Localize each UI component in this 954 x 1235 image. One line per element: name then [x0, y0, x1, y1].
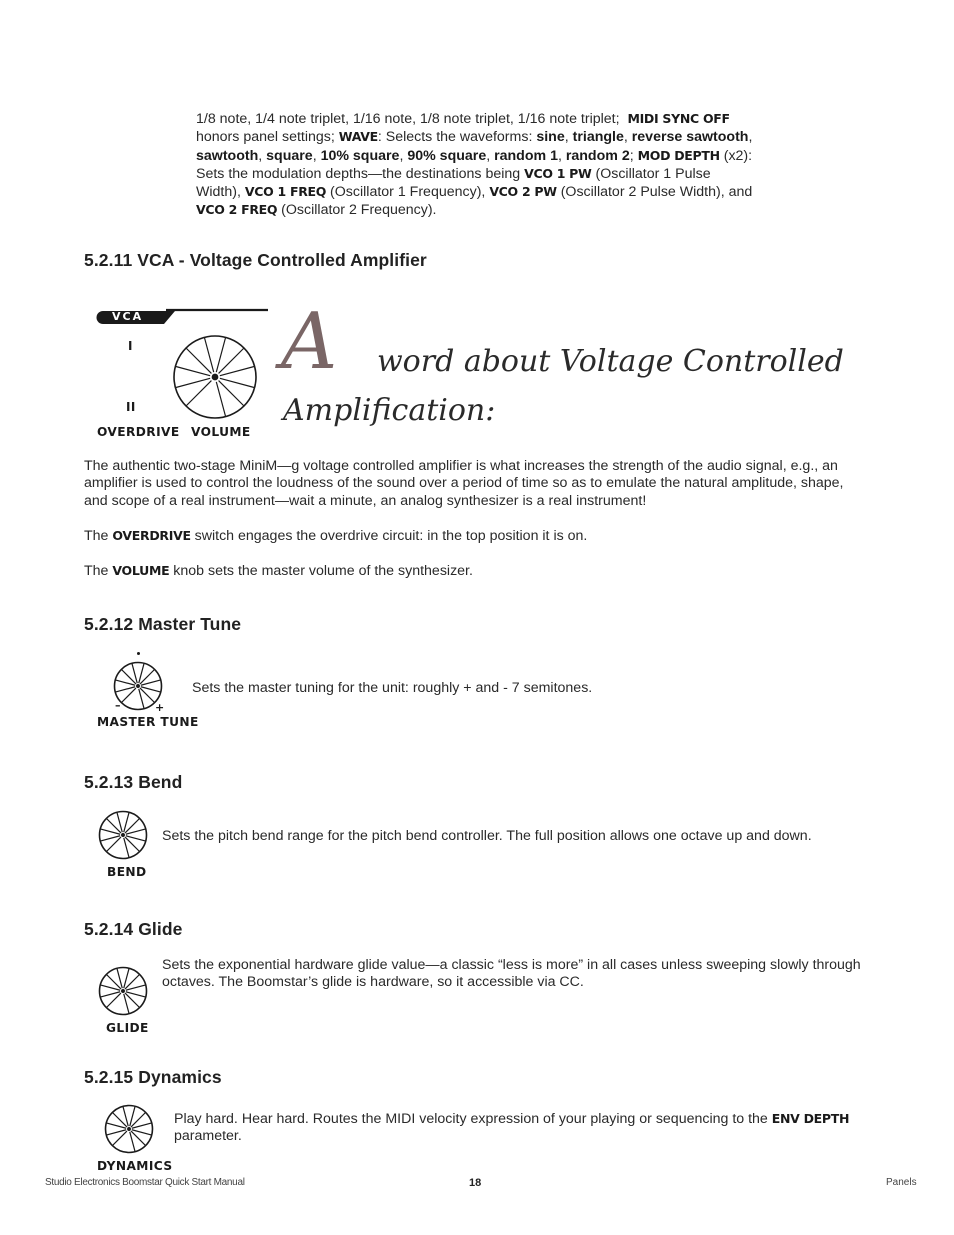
term-wave: WAVE: [338, 129, 378, 145]
script-heading-line1: word about Voltage Controlled: [377, 344, 844, 379]
glide-knob-icon: [97, 965, 149, 1017]
section-title-bend: 5.2.13 Bend: [84, 772, 183, 792]
knob-center: [136, 684, 140, 688]
dynamics-knob-icon: [103, 1103, 155, 1155]
section-title-vca: 5.2.11 VCA - Voltage Controlled Amplifier: [84, 250, 427, 270]
master-tune-minus: –: [115, 699, 121, 712]
knob-spoke: [216, 337, 225, 372]
master-tune-center-dot: [137, 652, 140, 655]
volume-label: VOLUME: [191, 425, 251, 439]
term-vco1-pw: VCO 1 PW: [524, 165, 592, 181]
glide-label: GLIDE: [106, 1021, 149, 1035]
knob-spoke: [220, 378, 255, 387]
vca-paragraph-2: The OVERDRIVE switch engages the overdrive circuit: in the top position it is on.: [84, 528, 588, 544]
term-volume: VOLUME: [112, 563, 170, 578]
knob-center: [212, 374, 219, 381]
footer-manual-title: Studio Electronics Boomstar Quick Start Manual: [45, 1177, 245, 1188]
vca-paragraph-3: The VOLUME knob sets the master volume of the synthesizer.: [84, 563, 473, 579]
knob-spoke: [204, 337, 213, 372]
footer-section-name: Panels: [886, 1177, 917, 1188]
overdrive-label: OVERDRIVE: [97, 425, 180, 439]
knob-icon: [97, 965, 149, 1017]
footer-page-number: 18: [469, 1177, 482, 1189]
knob-center: [121, 833, 125, 837]
glide-description: Sets the exponential hardware glide value—a classic “less is more” in all cases unless sweeping slowly through octaves. The Boomstar’s glide is hardware, so it accessible via CC.: [162, 957, 861, 991]
switch-position-two: II: [126, 400, 136, 414]
term-midi-sync-off: MIDI SYNC OFF: [627, 111, 730, 126]
vca-tag-label: VCA: [112, 310, 144, 323]
knob-spoke: [175, 366, 210, 375]
intro-paragraph: 1/8 note, 1/4 note triplet, 1/16 note, 1/8 note triplet, 1/16 note triplet; MIDI SYNC OFF honors panel settings; WAVE: Selects the waveforms: sine, triangle, reverse sawtooth, sawtooth, square, 10% square, 90% square, random 1, random 2; MOD DEPTH (x2): Sets the modulation depths—the destinations being VCO 1 PW (Oscillator 1 Pulse Width), VCO 1 FREQ (Oscillator 1 Frequency), VCO 2 PW (Oscillator 2 Pulse Width), and VCO 2 FREQ (Oscillator 2 Frequency).: [196, 111, 753, 219]
knob-spoke: [216, 382, 225, 417]
knob-spoke: [186, 381, 211, 406]
switch-position-one: I: [128, 339, 133, 353]
knob-spoke: [219, 381, 244, 406]
volume-knob-icon: [171, 333, 259, 421]
term-overdrive: OVERDRIVE: [112, 528, 191, 543]
term-mod-depth: MOD DEPTH: [637, 147, 720, 163]
term-vco2-pw: VCO 2 PW: [489, 184, 557, 200]
knob-icon: [97, 809, 149, 861]
section-title-master-tune: 5.2.12 Master Tune: [84, 614, 242, 634]
knob-spoke: [219, 348, 244, 373]
bend-label: BEND: [107, 865, 147, 879]
bend-description: Sets the pitch bend range for the pitch bend controller. The full position allows one octave up and down.: [162, 828, 812, 844]
knob-icon: [103, 1103, 155, 1155]
script-heading-line2: Amplification:: [283, 393, 496, 428]
section-title-dynamics: 5.2.15 Dynamics: [84, 1067, 222, 1087]
knob-center: [127, 1127, 131, 1131]
knob-spoke: [220, 366, 255, 375]
script-heading-big-a: A: [281, 297, 338, 387]
term-env-depth: ENV DEPTH: [771, 1111, 850, 1126]
knob-center: [121, 989, 125, 993]
term-vco2-freq: VCO 2 FREQ: [196, 202, 278, 218]
knob-icon: [171, 333, 259, 421]
bend-knob-icon: [97, 809, 149, 861]
dynamics-description: Play hard. Hear hard. Routes the MIDI velocity expression of your playing or sequencing to the ENV DEPTH parameter.: [174, 1111, 850, 1145]
knob-spoke: [175, 378, 210, 387]
master-tune-plus: +: [155, 701, 165, 714]
section-title-glide: 5.2.14 Glide: [84, 919, 183, 939]
vca-paragraph-1: The authentic two-stage MiniM—g voltage controlled amplifier is what increases the strength of the audio signal, e.g., an amplifier is used to control the loudness of the sound over a period of time so as to emulate the natural amplitude, shape, and scope of a real instrument—wait a minute, an analog synthesizer is a real instrument!: [84, 458, 844, 509]
master-tune-description: Sets the master tuning for the unit: roughly + and - 7 semitones.: [192, 680, 593, 696]
knob-spoke: [186, 348, 211, 373]
master-tune-label: MASTER TUNE: [97, 715, 199, 729]
dynamics-label: DYNAMICS: [97, 1159, 173, 1173]
term-vco1-freq: VCO 1 FREQ: [244, 184, 327, 200]
